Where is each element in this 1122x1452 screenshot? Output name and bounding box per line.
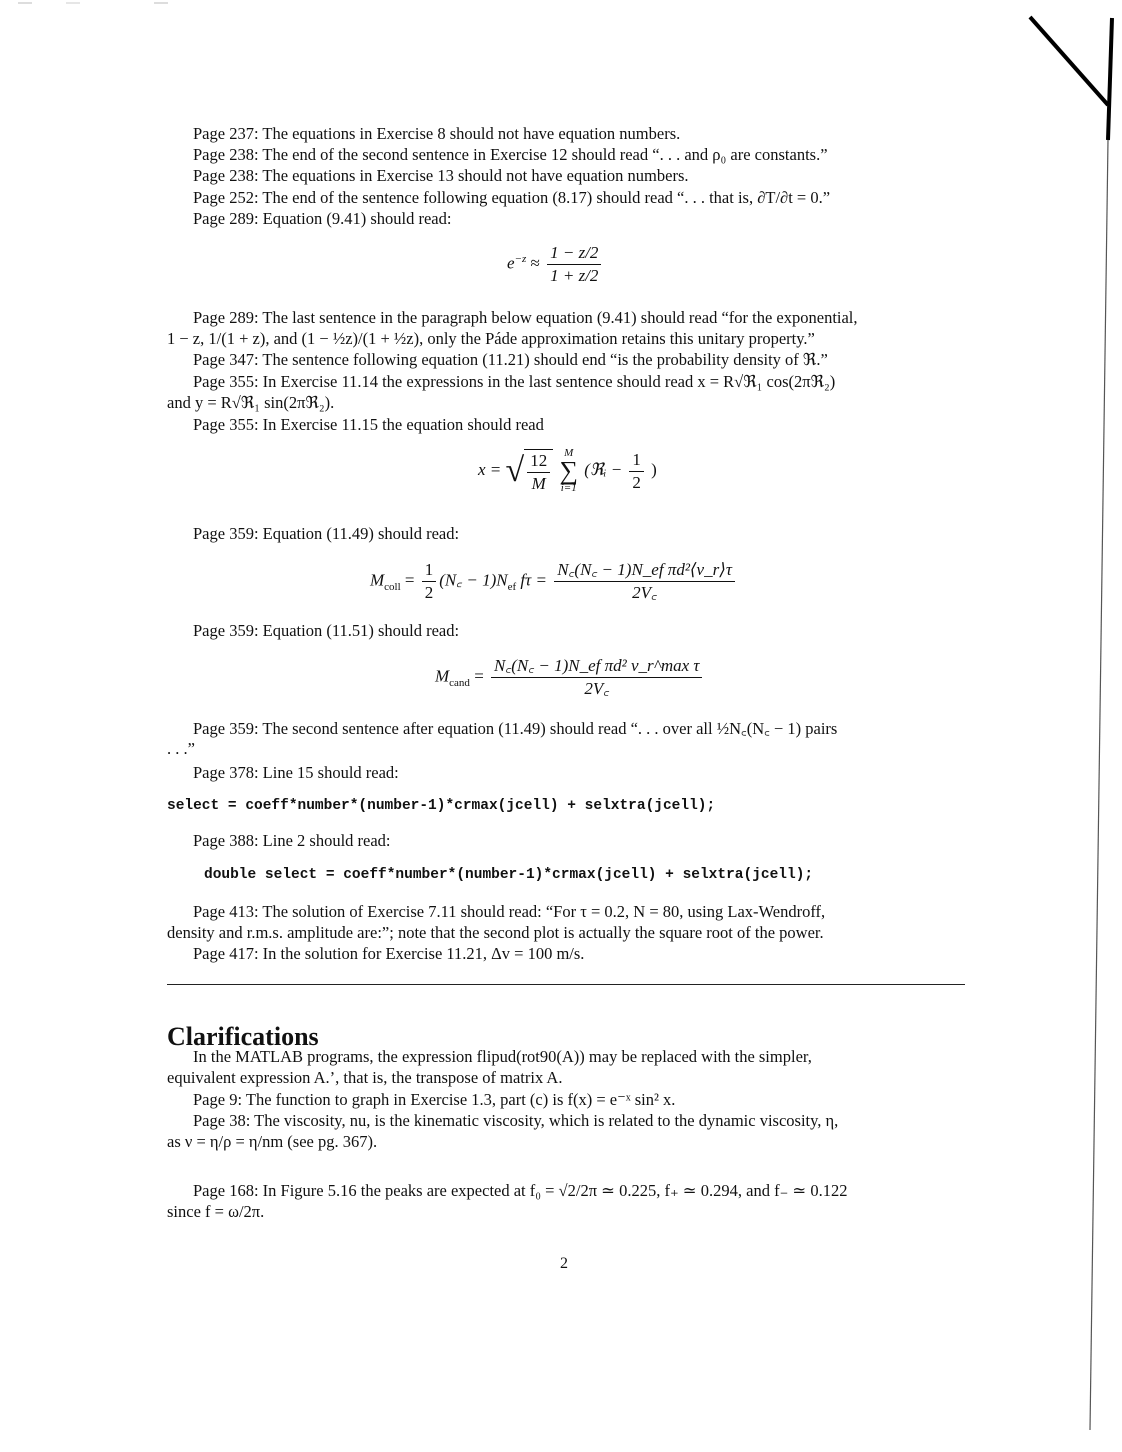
eq-1149-half (422, 560, 437, 603)
half-denominator: 2 (632, 472, 641, 492)
sum-upper-limit: M (564, 447, 574, 459)
clarification-matlab-line2: equivalent expression A.’, that is, the transpose of matrix A. (167, 1068, 563, 1087)
erratum-p289-line1: Page 289: The last sentence in the paragraph below equation (9.41) should read “for the exponential, (193, 308, 858, 327)
eq-1115-half (629, 450, 644, 493)
half-denominator: 2 (424, 583, 434, 602)
erratum-p289-line2-wrap (167, 328, 965, 350)
erratum-p237: Page 237: The equations in Exercise 8 should not have equation numbers. (193, 124, 681, 143)
erratum-p355-line2: and y = R√ℜ₁ sin(2πℜ₂). (167, 393, 335, 412)
eq-1149-mid: (N꜀ − 1)N (439, 570, 508, 590)
eq-1115-numerator: 12 (527, 451, 550, 473)
eq-1151-denominator: 2V꜀ (584, 679, 610, 698)
clarification-p38-line2: as ν = η/ρ = η/nm (see pg. 367). (167, 1132, 378, 1151)
erratum-p355-line1: Page 355: In Exercise 11.14 the expressions in the last sentence should read x = R√ℜ₁ cos(2πℜ₂) (193, 372, 836, 391)
erratum-p289-sentence (167, 307, 965, 329)
sum-symbol: ∑ (559, 456, 578, 485)
sum-lower-limit: i=1 (560, 482, 577, 494)
equation-11-49 (370, 560, 738, 603)
eq-1149-numerator: N꜀(N꜀ − 1)N_ef πd²⟨v_r⟩τ (554, 560, 735, 582)
code-line-388: double select = coeff*number*(number-1)*crmax(jcell) + selxtra(jcell); (204, 867, 814, 883)
equation-11-51 (435, 656, 705, 699)
scan-artifact-top-left (0, 0, 200, 10)
eq-1115-summation (559, 448, 578, 494)
erratum-p238-ex13: Page 238: The equations in Exercise 13 should not have equation numbers. (193, 166, 689, 185)
erratum-p359-second-sentence (167, 718, 965, 740)
clarification-p9: Page 9: The function to graph in Exercise 1.3, part (c) is f(x) = e⁻ˣ sin² x. (193, 1090, 676, 1109)
erratum-p289-line2: 1 − z, 1/(1 + z), and (1 − ½z)/(1 + ½z), only the Páde approximation retains this unitary property.” (167, 329, 815, 348)
code-line-378: select = coeff*number*(number-1)*crmax(jcell) + selxtra(jcell); (167, 798, 716, 814)
clarification-p168-line1: Page 168: In Figure 5.16 the peaks are expected at f₀ = √2/2π ≃ 0.225, f₊ ≃ 0.294, and f₋ ≃ 0.122 (193, 1181, 848, 1200)
eq-1115-fraction (527, 451, 550, 494)
erratum-p378: Page 378: Line 15 should read: (193, 763, 399, 782)
eq-1149-fraction (554, 560, 735, 603)
erratum-p413-line2: density and r.m.s. amplitude are:”; note that the second plot is actually the square root of the power. (167, 923, 824, 942)
radical-sign-icon: √ (505, 452, 525, 489)
eq-941-fraction (547, 243, 601, 286)
clarifications-heading: Clarifications (167, 1022, 319, 1051)
eq-1149-lhs: M (370, 570, 385, 590)
eq-1115-denominator: M (531, 473, 546, 493)
eq-1149-mid-tail: fτ = (516, 570, 547, 590)
erratum-p413-line1: Page 413: The solution of Exercise 7.11 should read: “For τ = 0.2, N = 80, using Lax-Wendroff, (193, 902, 826, 921)
clarification-matlab-line1: In the MATLAB programs, the expression flipud(rot90(A)) may be replaced with the simpler, (193, 1047, 812, 1066)
erratum-p413 (167, 901, 965, 923)
eq-1151-equals: = (474, 666, 484, 686)
eq-1115-lhs: x = (478, 459, 502, 479)
clarification-p38 (167, 1110, 965, 1132)
eq-1149-denominator: 2V꜀ (632, 583, 657, 602)
page-number: 2 (560, 1255, 568, 1272)
eq-1149-mid-sub: ef (507, 580, 517, 593)
eq-941-denominator: 1 + z/2 (550, 266, 599, 285)
eq-1115-close: ) (651, 459, 657, 479)
equation-9-41 (507, 243, 604, 286)
eq-1151-lhs: M (435, 666, 450, 686)
eq-1115-sqrt (506, 449, 554, 494)
erratum-p359-eq1151: Page 359: Equation (11.51) should read: (193, 621, 460, 640)
clarification-matlab (167, 1046, 965, 1068)
erratum-p355-ex1114 (167, 371, 965, 393)
eq-1149-equals: = (404, 570, 415, 590)
erratum-p388: Page 388: Line 2 should read: (193, 831, 391, 850)
erratum-p417: Page 417: In the solution for Exercise 11.21, Δv = 100 m/s. (193, 944, 585, 963)
half-numerator: 1 (422, 560, 437, 582)
half-numerator: 1 (629, 450, 644, 472)
eq-941-approx: ≈ (530, 253, 540, 273)
eq-1151-numerator: N꜀(N꜀ − 1)N_ef πd² v_r^max τ (491, 656, 702, 678)
eq-1115-body: (ℜᵢ − (584, 459, 627, 479)
eq-1151-fraction (491, 656, 702, 699)
scan-corner-mark (1000, 0, 1122, 1452)
erratum-p359-line1: Page 359: The second sentence after equation (11.49) should read “. . . over all ½N꜀(N꜀ − 1) pairs (193, 719, 838, 738)
clarification-p168 (167, 1180, 965, 1202)
eq-1149-lhs-sub: coll (384, 580, 401, 593)
erratum-p252: Page 252: The end of the sentence following equation (8.17) should read “. . . that is, ∂T/∂t = 0.” (193, 188, 831, 207)
eq-941-exponent: −z (514, 252, 527, 265)
section-divider (167, 984, 965, 985)
clarification-p168-line2: since f = ω/2π. (167, 1202, 265, 1221)
erratum-p359-eq1149: Page 359: Equation (11.49) should read: (193, 524, 460, 543)
eq-1151-lhs-sub: cand (449, 676, 470, 689)
erratum-p355-ex1115: Page 355: In Exercise 11.15 the equation should read (193, 415, 544, 434)
erratum-p359-line2: . . .” (167, 739, 195, 758)
clarification-p38-line1: Page 38: The viscosity, nu, is the kinematic viscosity, which is related to the dynamic viscosity, η, (193, 1111, 839, 1130)
eq-941-lhs: e (507, 253, 515, 273)
eq-941-numerator: 1 − z/2 (547, 243, 601, 265)
erratum-p238-ex12: Page 238: The end of the second sentence in Exercise 12 should read “. . . and ρ₀ are constants.” (193, 145, 828, 164)
erratum-p289-eq: Page 289: Equation (9.41) should read: (193, 209, 452, 228)
equation-11-15 (478, 448, 657, 494)
erratum-p413-line2-wrap (167, 922, 965, 944)
erratum-p347: Page 347: The sentence following equation (11.21) should end “is the probability density of ℜ.” (193, 350, 828, 369)
